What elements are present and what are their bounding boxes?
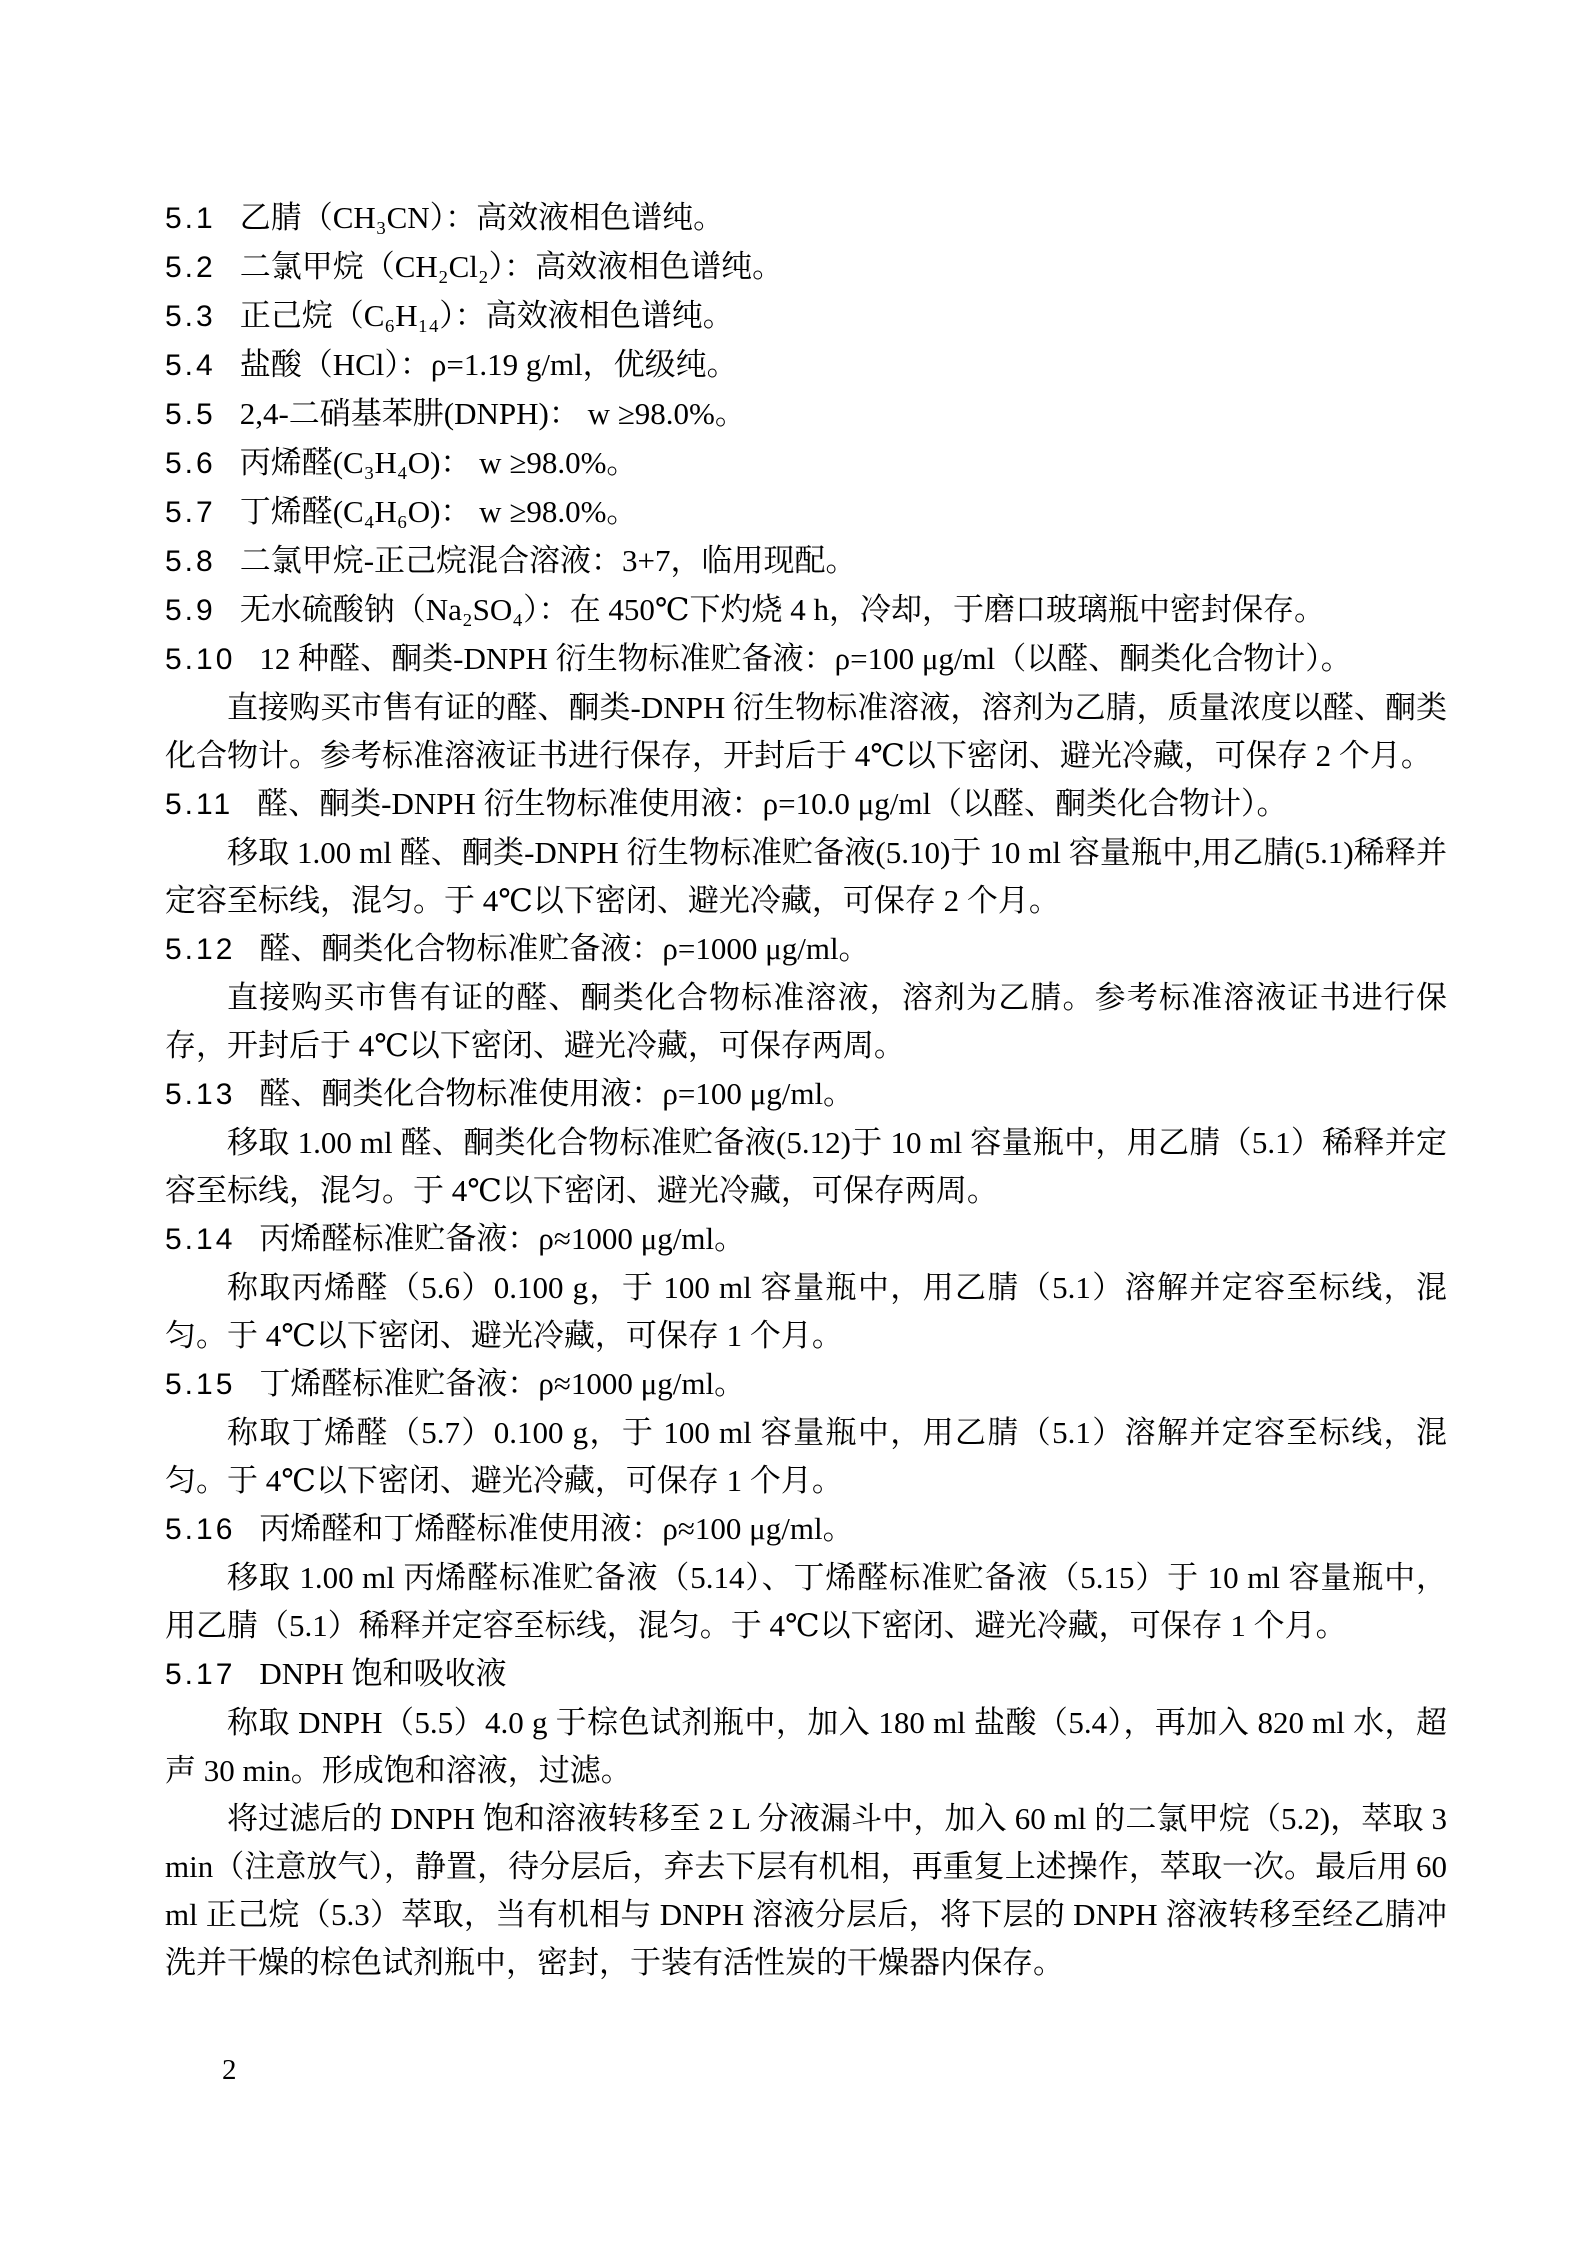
clause-text: 丁烯醛标准贮备液：ρ≈1000 μg/ml。 [259, 1366, 746, 1401]
clause-line [165, 194, 1447, 243]
clause-number: 5.9 [165, 594, 216, 627]
page-number: 2 [222, 2054, 237, 2086]
clause-number: 5.5 [165, 398, 216, 431]
paragraph: 直接购买市售有证的醛、酮类-DNPH 衍生物标准溶液，溶剂为乙腈，质量浓度以醛、酮类化合物计。参考标准溶液证书进行保存，开封后于 4℃以下密闭、避光冷藏，可保存 2 个月。 [165, 690, 1447, 773]
clause-number: 5.7 [165, 496, 216, 529]
clause-line [165, 341, 1447, 390]
clause-line [165, 635, 1447, 684]
clause-text: 正己烷（C₆H₁₄）：高效液相色谱纯。 [239, 298, 734, 333]
clause-text: 二氯甲烷-正己烷混合溶液：3+7，临用现配。 [239, 543, 857, 578]
clause-number: 5.8 [165, 545, 216, 578]
clause-number: 5.10 [165, 643, 236, 676]
clause-line [165, 439, 1447, 488]
clause-line [165, 243, 1447, 292]
clause-number: 5.12 [165, 933, 236, 966]
clause-number: 5.4 [165, 349, 216, 382]
clause-text: 无水硫酸钠（Na₂SO₄）：在 450℃下灼烧 4 h，冷却，于磨口玻璃瓶中密封保存。 [239, 592, 1326, 627]
clause-line [165, 1070, 1447, 1119]
clause-text: 乙腈（CH₃CN）：高效液相色谱纯。 [239, 200, 725, 235]
paragraph: 移取 1.00 ml 醛、酮类-DNPH 衍生物标准贮备液(5.10)于 10 ml 容量瓶中,用乙腈(5.1)稀释并定容至标线，混匀。于 4℃以下密闭、避光冷藏，可保存 2 个月。 [165, 835, 1447, 918]
paragraph: 称取 DNPH（5.5）4.0 g 于棕色试剂瓶中，加入 180 ml 盐酸（5.4），再加入 820 ml 水，超声 30 min。形成饱和溶液，过滤。 [165, 1705, 1447, 1788]
clause-line [165, 1215, 1447, 1264]
paragraph: 称取丁烯醛（5.7）0.100 g，于 100 ml 容量瓶中，用乙腈（5.1）溶解并定容至标线，混匀。于 4℃以下密闭、避光冷藏，可保存 1 个月。 [165, 1415, 1447, 1498]
clause-text: 丁烯醛(C₄H₆O)： w ≥98.0%。 [239, 494, 638, 529]
clause-text: 丙烯醛(C₃H₄O)： w ≥98.0%。 [239, 445, 638, 480]
clause-line [165, 390, 1447, 439]
clause-text: 醛、酮类化合物标准贮备液：ρ=1000 μg/ml。 [259, 931, 870, 966]
paragraph: 称取丙烯醛（5.6）0.100 g，于 100 ml 容量瓶中，用乙腈（5.1）溶解并定容至标线，混匀。于 4℃以下密闭、避光冷藏，可保存 1 个月。 [165, 1270, 1447, 1353]
clause-number: 5.2 [165, 251, 216, 284]
clause-line [165, 1650, 1447, 1699]
clause-number: 5.15 [165, 1368, 236, 1401]
clause-number: 5.14 [165, 1223, 236, 1256]
document-body [165, 194, 1447, 1987]
clause-line [165, 292, 1447, 341]
clause-line [165, 537, 1447, 586]
paragraph: 移取 1.00 ml 丙烯醛标准贮备液（5.14）、丁烯醛标准贮备液（5.15）于 10 ml 容量瓶中，用乙腈（5.1）稀释并定容至标线，混匀。于 4℃以下密闭、避光冷藏，可保存 1 个月。 [165, 1560, 1447, 1643]
paragraph: 将过滤后的 DNPH 饱和溶液转移至 2 L 分液漏斗中，加入 60 ml 的二氯甲烷（5.2)，萃取 3 min（注意放气），静置，待分层后，弃去下层有机相，再重复上述操作，萃取一次。最后用 60 ml 正己烷（5.3）萃取，当有机相与 DNPH 溶液分层后，将下层的 DNPH 溶液转移至经乙腈冲洗并干燥的棕色试剂瓶中，密封，于装有活性炭的干燥器内保存。 [165, 1801, 1447, 1980]
clause-line [165, 1505, 1447, 1554]
clause-text: 2,4-二硝基苯肼(DNPH)： w ≥98.0%。 [239, 396, 746, 431]
clause-number: 5.16 [165, 1513, 236, 1546]
clause-line [165, 925, 1447, 974]
clause-number: 5.1 [165, 202, 216, 235]
clause-line [165, 780, 1447, 829]
clause-text: 醛、酮类化合物标准使用液：ρ=100 μg/ml。 [259, 1076, 855, 1111]
clause-line [165, 488, 1447, 537]
clause-number: 5.3 [165, 300, 216, 333]
clause-text: 醛、酮类-DNPH 衍生物标准使用液：ρ=10.0 μg/ml（以醛、酮类化合物计）。 [257, 786, 1288, 821]
paragraph: 移取 1.00 ml 醛、酮类化合物标准贮备液(5.12)于 10 ml 容量瓶中，用乙腈（5.1）稀释并定容至标线，混匀。于 4℃以下密闭、避光冷藏，可保存两周。 [165, 1125, 1447, 1208]
clause-text: 丙烯醛标准贮备液：ρ≈1000 μg/ml。 [259, 1221, 746, 1256]
clause-number: 5.13 [165, 1078, 236, 1111]
clause-number: 5.11 [165, 788, 234, 821]
clause-text: DNPH 饱和吸收液 [259, 1656, 507, 1691]
clause-line [165, 1360, 1447, 1409]
paragraph: 直接购买市售有证的醛、酮类化合物标准溶液，溶剂为乙腈。参考标准溶液证书进行保存，开封后于 4℃以下密闭、避光冷藏，可保存两周。 [165, 980, 1447, 1063]
clause-number: 5.6 [165, 447, 216, 480]
clause-text: 丙烯醛和丁烯醛标准使用液：ρ≈100 μg/ml。 [259, 1511, 854, 1546]
clause-text: 12 种醛、酮类-DNPH 衍生物标准贮备液：ρ=100 μg/ml（以醛、酮类化合物计）。 [259, 641, 1352, 676]
clause-number: 5.17 [165, 1658, 236, 1691]
clause-text: 盐酸（HCl）：ρ=1.19 g/ml，优级纯。 [239, 347, 738, 382]
clause-text: 二氯甲烷（CH₂Cl₂）：高效液相色谱纯。 [239, 249, 784, 284]
clause-line [165, 586, 1447, 635]
